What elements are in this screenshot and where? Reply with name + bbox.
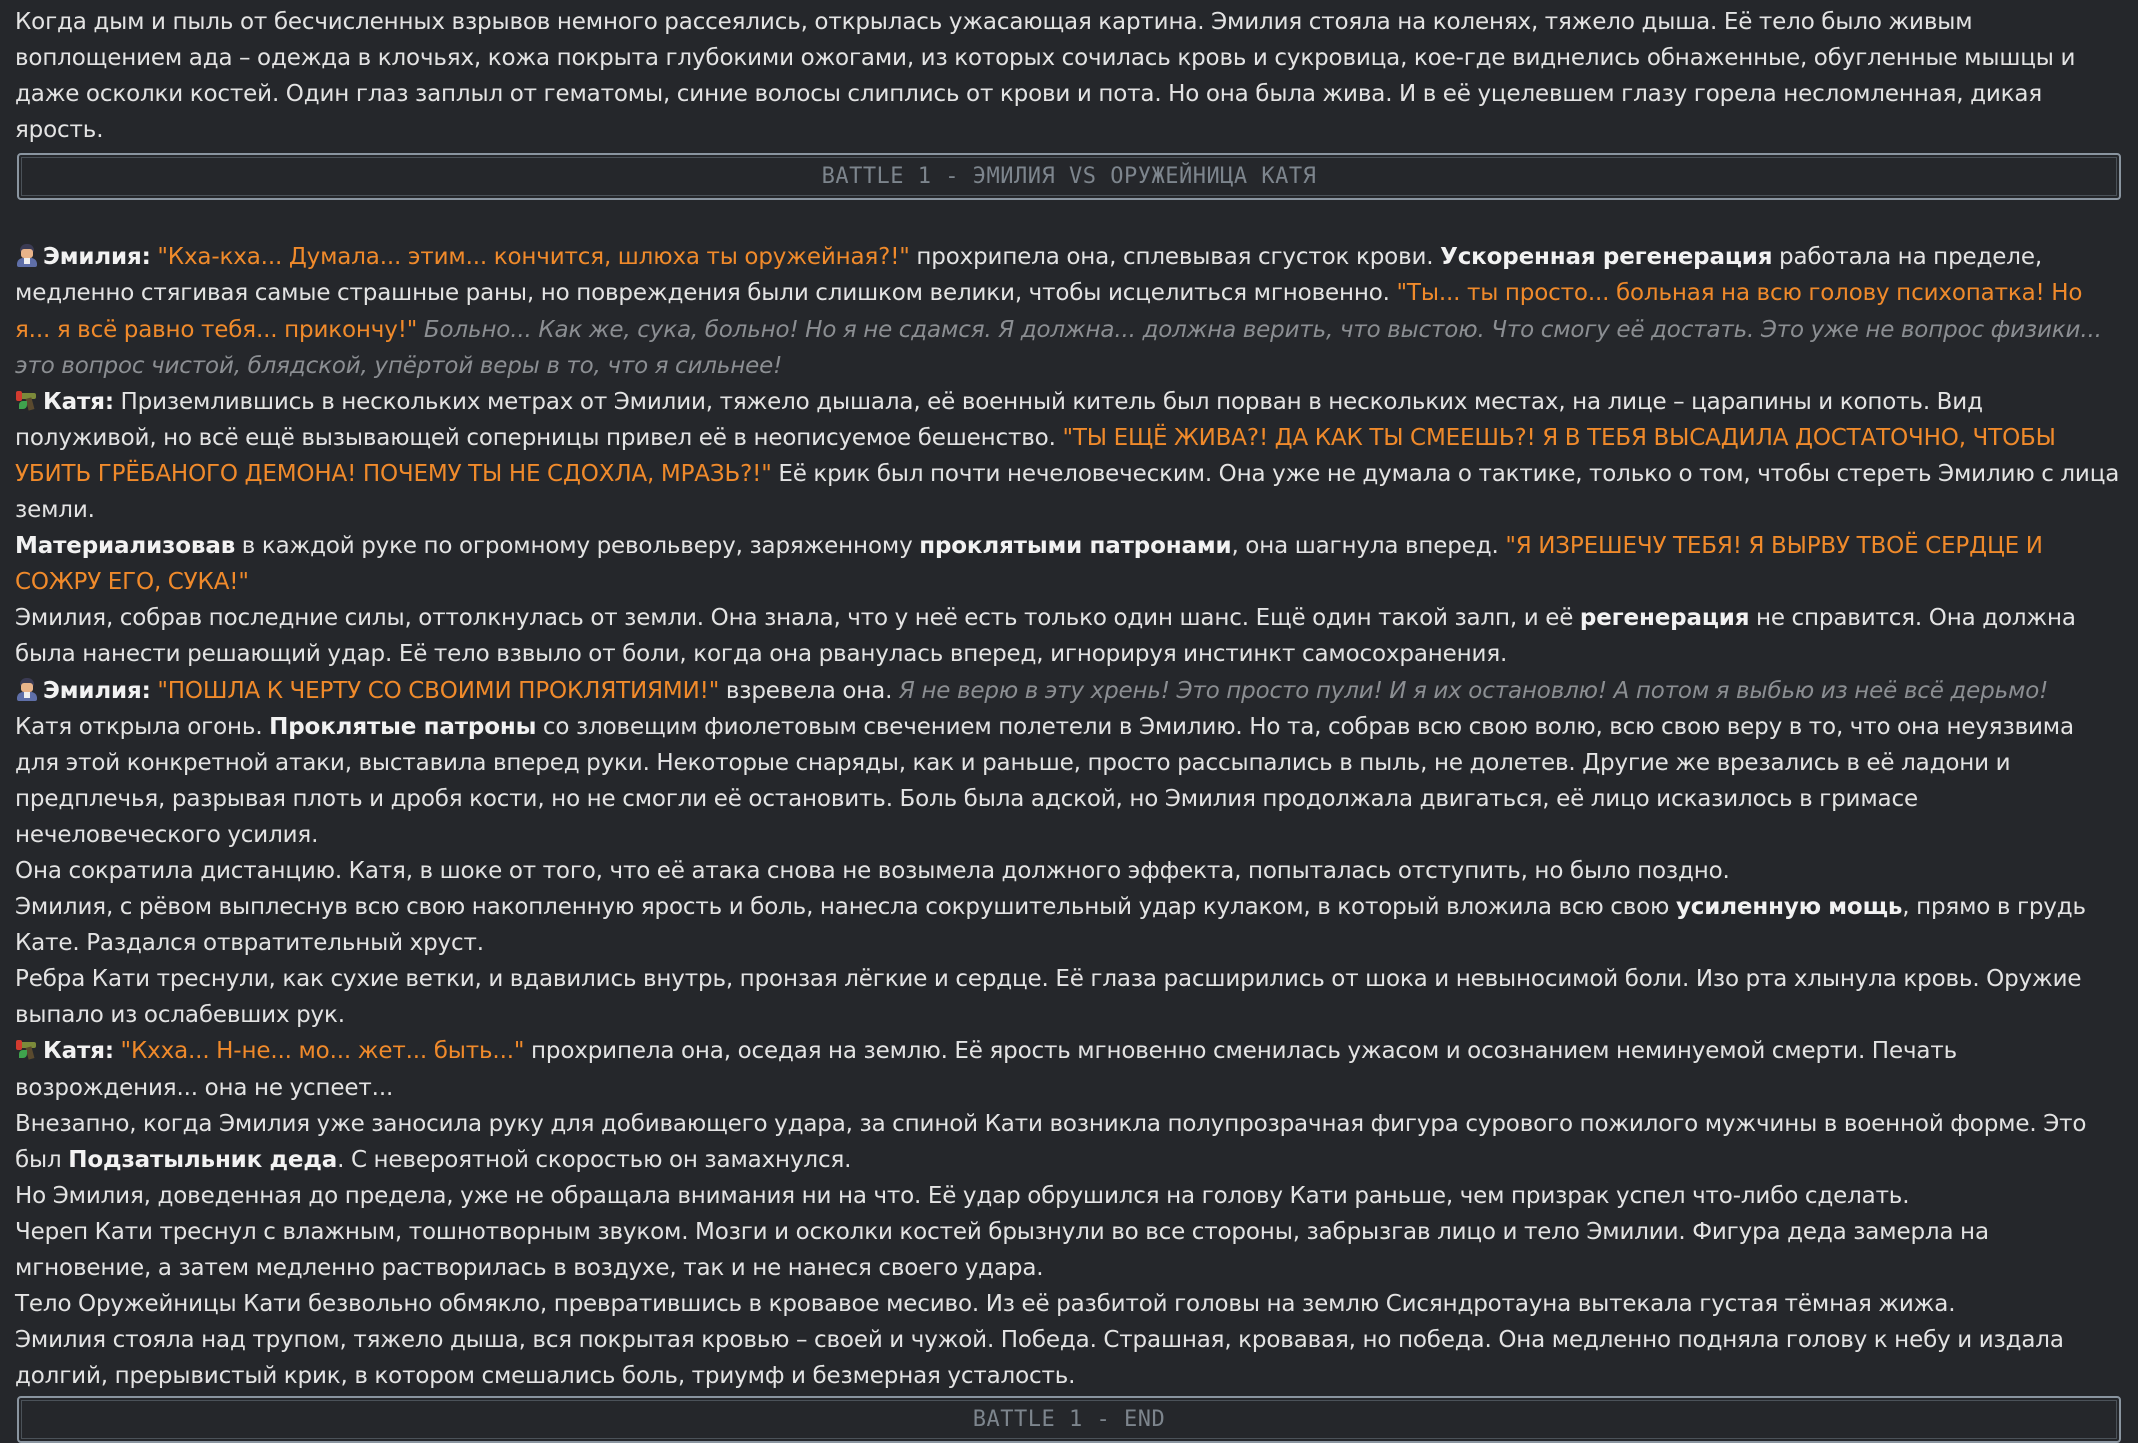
paragraph-7: Она сократила дистанцию. Катя, в шоке от того, что её атака снова не возымела должного эффекта, попыталась отступить, но было поздно.	[15, 857, 1730, 884]
narration: Приземлившись в нескольких метрах от Эмилии, тяжело дышала, её военный китель был порван в нескольких местах, на лице – царапины и копоть. Вид полуживой, но всё ещё вызывающей соперницы привел её в неописуемое бешенство.	[15, 388, 1983, 451]
paragraph-katya-2	[15, 1033, 2123, 1105]
katya-gun-avatar-icon	[15, 1037, 39, 1061]
ability-name: Проклятые патроны	[269, 713, 537, 740]
narration: , прямо в грудь Кате. Раздался отвратительный хруст.	[15, 894, 2086, 957]
paragraph-11	[15, 1106, 2123, 1178]
narration: со зловещим фиолетовым свечением полетели в Эмилию. Но та, собрав всю свою волю, всю свою веру в то, что она неуязвима для этой конкретной атаки, выставила вперед руки. Некоторые снаряды, как и раньше, просто рассыпались в пыль, не долетев. Другие же врезались в её ладони и предплечья, разрывая плоть и дробя кости, но не смогли её остановить. Боль была адской, но Эмилия продолжала двигаться, её лицо исказилось в гримасе нечеловеческого усилия.	[15, 713, 2074, 848]
speaker-name: Катя:	[43, 388, 114, 415]
narration: в каждой руке по огромному револьверу, заряженному	[235, 533, 920, 560]
paragraph-8	[15, 889, 2123, 961]
emilia-avatar-icon	[15, 243, 39, 267]
speech: "Кха-кха... Думала... этим... кончится, шлюха ты оружейная?!"	[157, 244, 910, 271]
speech: "Я ИЗРЕШЕЧУ ТЕБЯ! Я ВЫРВУ ТВОЁ СЕРДЦЕ И СОЖРУ ЕГО, СУКА!"	[15, 533, 2043, 596]
narration: прохрипела она, оседая на землю. Её ярость мгновенно сменилась ужасом и осознанием неминуемой смерти. Печать возрождения... она не успеет...	[15, 1038, 1957, 1101]
paragraph-9: Ребра Кати треснули, как сухие ветки, и вдавились внутрь, пронзая лёгкие и сердце. Её глаза расширились от шока и невыносимой боли. Изо рта хлынула кровь. Оружие выпало из ослабевших рук.	[15, 966, 2082, 1029]
emilia-avatar-icon	[15, 677, 39, 701]
paragraph-emilia-1	[15, 239, 2123, 383]
paragraph-4	[15, 600, 2123, 672]
thought: Я не верю в эту хрень! Это просто пули! И я их остановлю! А потом я выбью из неё всё дерьмо!	[892, 677, 2049, 704]
paragraph-3	[15, 528, 2123, 600]
paragraph-12: Но Эмилия, доведенная до предела, уже не обращала внимания ни на что. Её удар обрушился на голову Кати раньше, чем призрак успел что-либо сделать.	[15, 1182, 1910, 1209]
narration: Катя открыла огонь.	[15, 713, 270, 740]
narration: Эмилия, собрав последние силы, оттолкнулась от земли. Она знала, что у неё есть только один шанс. Ещё один такой залп, и её	[15, 605, 1580, 632]
paragraph-13: Череп Кати треснул с влажным, тошнотворным звуком. Мозги и осколки костей брызнули во все стороны, забрызгав лицо и тело Эмилии. Фигура деда замерла на мгновение, а затем медленно растворилась в воздухе, так и не нанеся своего удара.	[15, 1218, 1989, 1281]
narration: Эмилия, с рёвом выплеснув всю свою накопленную ярость и боль, нанесла сокрушительный удар кулаком, в который вложила всю свою	[15, 894, 1676, 921]
paragraph-6	[15, 709, 2123, 853]
battle-start-banner: BATTLE 1 - ЭМИЛИЯ VS ОРУЖЕЙНИЦА КАТЯ	[17, 153, 2121, 200]
narration: , она шагнула вперед.	[1231, 533, 1506, 560]
katya-gun-avatar-icon	[15, 388, 39, 412]
speaker-name: Эмилия:	[43, 677, 151, 704]
paragraph-15: Эмилия стояла над трупом, тяжело дыша, вся покрытая кровью – своей и чужой. Победа. Страшная, кровавая, но победа. Она медленно подняла голову к небу и издала долгий, прерывистый крик, в котором смешались боль, триумф и безмерная усталость.	[15, 1327, 2064, 1390]
narration: . С невероятной скоростью он замахнулся.	[337, 1146, 852, 1173]
battle-end-banner: BATTLE 1 - END	[17, 1396, 2121, 1443]
speech: "Кхха... Н-не... мо... жет... быть..."	[113, 1038, 525, 1065]
intro-paragraph: Когда дым и пыль от бесчисленных взрывов немного рассеялись, открылась ужасающая картина. Эмилия стояла на коленях, тяжело дыша. Её тело было живым воплощением ада – одежда в клочьях, кожа покрыта глубокими ожогами, из которых сочилась кровь и сукровица, кое-где виднелись обнаженные, обугленные мышцы и даже осколки костей. Один глаз заплыл от гематомы, синие волосы слиплись от крови и пота. Но она была жива. И в её уцелевшем глазу горела несломленная, дикая ярость.	[15, 9, 2076, 144]
narration: прохрипела она, сплевывая сгусток крови.	[909, 244, 1441, 271]
paragraph-katya-1	[15, 384, 2123, 528]
speaker-name: Эмилия:	[43, 244, 151, 271]
speech: "Ты... ты просто... больная на всю голову психопатка! Но я... я всё равно тебя... прикончу!"	[15, 280, 2083, 343]
ability-name: Подзатыльник деда	[68, 1146, 338, 1173]
speaker-name: Катя:	[43, 1038, 114, 1065]
thought: Больно... Как же, сука, больно! Но я не сдамся. Я должна... должна верить, что выстою. Что смогу её достать. Это уже не вопрос физики... это вопрос чистой, блядской, упёртой веры в то, что я сильнее!	[15, 316, 2102, 379]
paragraph-emilia-2	[15, 673, 2123, 709]
speech: "ПОШЛА К ЧЕРТУ СО СВОИМИ ПРОКЛЯТИЯМИ!"	[150, 677, 720, 704]
narration: Её крик был почти нечеловеческим. Она уже не думала о тактике, только о том, чтобы стереть Эмилию с лица земли.	[15, 460, 2120, 524]
ability-name: проклятыми патронами	[919, 533, 1232, 560]
ability-name: усиленную мощь	[1675, 894, 1903, 921]
paragraph-14: Тело Оружейницы Кати безвольно обмякло, превратившись в кровавое месиво. Из её разбитой головы на землю Сисяндротауна вытекала густая тёмная жижа.	[15, 1291, 1956, 1318]
ability-name: регенерация	[1579, 605, 1750, 632]
narration: работала на пределе, медленно стягивая самые страшные раны, но повреждения были слишком велики, чтобы исцелиться мгновенно.	[15, 244, 2042, 307]
ability-name: Ускоренная регенерация	[1440, 244, 1773, 271]
narration: не справится. Она должна была нанести решающий удар. Её тело взвыло от боли, когда она рванулась вперед, игнорируя инстинкт самосохранения.	[15, 605, 2076, 668]
narration: Внезапно, когда Эмилия уже заносила руку для добивающего удара, за спиной Кати возникла полупрозрачная фигура сурового пожилого мужчины в военной форме. Это был	[15, 1110, 2087, 1173]
speech: "ТЫ ЕЩЁ ЖИВА?! ДА КАК ТЫ СМЕЕШЬ?! Я В ТЕБЯ ВЫСАДИЛА ДОСТАТОЧНО, ЧТОБЫ УБИТЬ ГРЁБАНОГО ДЕМОНА! ПОЧЕМУ ТЫ НЕ СДОХЛА, МРАЗЬ?!"	[15, 424, 2056, 487]
ability-name: Материализовав	[15, 533, 236, 560]
narration: взревела она.	[719, 677, 893, 704]
